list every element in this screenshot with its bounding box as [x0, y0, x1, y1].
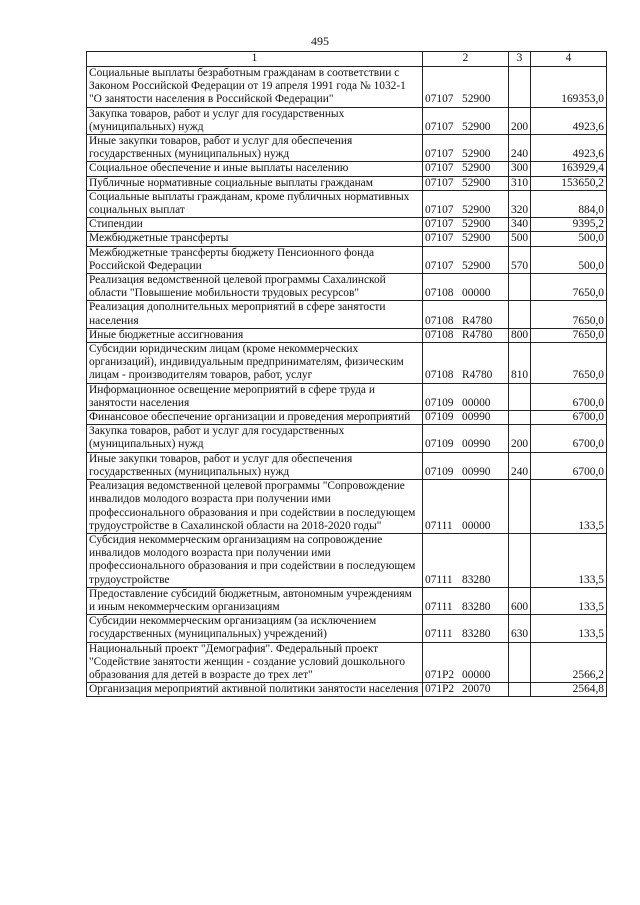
- code-program-part: 07108: [425, 287, 454, 300]
- expense-type-code: [509, 683, 531, 697]
- row-description: Закупка товаров, работ и услуг для государственных (муниципальных) нужд: [87, 107, 423, 134]
- expense-type-code: [509, 411, 531, 425]
- column-header-3: 3: [509, 52, 531, 67]
- code-direction-part: 52900: [462, 120, 491, 133]
- table-row: [87, 642, 607, 683]
- column-header-4: 4: [531, 52, 607, 67]
- code-program-part: 07107: [425, 162, 454, 175]
- row-description: Закупка товаров, работ и услуг для государственных (муниципальных) нужд: [87, 425, 423, 452]
- expense-type-code: 300: [509, 162, 531, 176]
- code-direction-part: 00990: [462, 411, 491, 424]
- amount: 500,0: [531, 232, 607, 246]
- code-program-part: 07108: [425, 369, 454, 382]
- code-program-part: 07108: [425, 314, 454, 327]
- row-description: Реализация дополнительных мероприятий в сфере занятости населения: [87, 301, 423, 328]
- table-row: [87, 425, 607, 452]
- table-row: [87, 383, 607, 410]
- target-article-code: [423, 67, 509, 108]
- expense-type-code: 200: [509, 425, 531, 452]
- target-article-code: [423, 162, 509, 176]
- target-article-code: [423, 176, 509, 190]
- table-row: [87, 232, 607, 246]
- code-direction-part: 00000: [462, 396, 491, 409]
- row-description: Публичные нормативные социальные выплаты гражданам: [87, 176, 423, 190]
- code-direction-part: 83280: [462, 628, 491, 641]
- amount: 4923,6: [531, 107, 607, 134]
- code-program-part: 07107: [425, 259, 454, 272]
- expense-type-code: 240: [509, 452, 531, 479]
- amount: 2564,8: [531, 683, 607, 697]
- expense-type-code: [509, 383, 531, 410]
- code-direction-part: 20070: [462, 683, 491, 696]
- amount: 6700,0: [531, 383, 607, 410]
- code-direction-part: R4780: [462, 314, 493, 327]
- code-program-part: 07107: [425, 148, 454, 161]
- table-row: [87, 67, 607, 108]
- target-article-code: [423, 587, 509, 614]
- target-article-code: [423, 425, 509, 452]
- row-description: Реализация ведомственной целевой программы Сахалинской области "Повышение мобильности трудовых ресурсов": [87, 274, 423, 301]
- target-article-code: [423, 246, 509, 273]
- code-direction-part: 52900: [462, 232, 491, 245]
- amount: 9395,2: [531, 218, 607, 232]
- target-article-code: [423, 328, 509, 342]
- code-direction-part: 00000: [462, 668, 491, 681]
- row-description: Реализация ведомственной целевой программы "Сопровождение инвалидов молодого возраста при получении ими профессионального образования и при содействии в последующем трудоустройстве в Сахалинской области на 2018-2020 годы": [87, 480, 423, 534]
- row-description: Стипендии: [87, 218, 423, 232]
- row-description: Организация мероприятий активной политики занятости населения: [87, 683, 423, 697]
- amount: 7650,0: [531, 328, 607, 342]
- expense-type-code: [509, 301, 531, 328]
- expense-type-code: [509, 274, 531, 301]
- target-article-code: [423, 135, 509, 162]
- code-direction-part: 00000: [462, 287, 491, 300]
- amount: 7650,0: [531, 274, 607, 301]
- expense-type-code: [509, 480, 531, 534]
- budget-table: [86, 51, 607, 697]
- code-program-part: 07111: [425, 519, 453, 532]
- row-description: Субсидии юридическим лицам (кроме некоммерческих организаций), индивидуальным предпринимателям, физическим лицам - производителям товаров, работ, услуг: [87, 343, 423, 384]
- row-description: Предоставление субсидий бюджетным, автономным учреждениям и иным некоммерческим организациям: [87, 587, 423, 614]
- target-article-code: [423, 274, 509, 301]
- expense-type-code: 340: [509, 218, 531, 232]
- expense-type-code: 570: [509, 246, 531, 273]
- target-article-code: [423, 480, 509, 534]
- table-row: [87, 480, 607, 534]
- code-program-part: 07107: [425, 204, 454, 217]
- amount: 169353,0: [531, 67, 607, 108]
- amount: 7650,0: [531, 343, 607, 384]
- amount: 7650,0: [531, 301, 607, 328]
- code-program-part: 07107: [425, 93, 454, 106]
- amount: 4923,6: [531, 135, 607, 162]
- row-description: Иные закупки товаров, работ и услуг для обеспечения государственных (муниципальных) нужд: [87, 135, 423, 162]
- code-direction-part: 52900: [462, 259, 491, 272]
- code-direction-part: 00990: [462, 465, 491, 478]
- amount: 884,0: [531, 190, 607, 217]
- column-header-2: 2: [423, 52, 509, 67]
- expense-type-code: 200: [509, 107, 531, 134]
- code-direction-part: 52900: [462, 218, 491, 231]
- code-program-part: 07107: [425, 176, 454, 189]
- row-description: Финансовое обеспечение организации и проведения мероприятий: [87, 411, 423, 425]
- target-article-code: [423, 232, 509, 246]
- code-program-part: 07109: [425, 438, 454, 451]
- target-article-code: [423, 383, 509, 410]
- expense-type-code: 810: [509, 343, 531, 384]
- table-row: [87, 246, 607, 273]
- amount: 133,5: [531, 587, 607, 614]
- amount: 153650,2: [531, 176, 607, 190]
- code-direction-part: R4780: [462, 328, 493, 341]
- row-description: Национальный проект "Демография". Федеральный проект "Содействие занятости женщин - создание условий дошкольного образования для детей в возрасте до трех лет": [87, 642, 423, 683]
- code-program-part: 071P2: [425, 668, 455, 681]
- table-row: [87, 190, 607, 217]
- code-direction-part: 83280: [462, 600, 491, 613]
- code-program-part: 07107: [425, 232, 454, 245]
- code-direction-part: 52900: [462, 176, 491, 189]
- code-program-part: 07109: [425, 465, 454, 478]
- table-row: [87, 274, 607, 301]
- page-number: 495: [311, 34, 329, 48]
- table-row: [87, 328, 607, 342]
- code-direction-part: 52900: [462, 162, 491, 175]
- target-article-code: [423, 452, 509, 479]
- table-row: [87, 587, 607, 614]
- expense-type-code: [509, 67, 531, 108]
- row-description: Субсидии некоммерческим организациям (за исключением государственных (муниципальных) учреждений): [87, 615, 423, 642]
- target-article-code: [423, 642, 509, 683]
- amount: 6700,0: [531, 452, 607, 479]
- code-direction-part: 83280: [462, 573, 491, 586]
- expense-type-code: [509, 533, 531, 587]
- code-program-part: 07107: [425, 218, 454, 231]
- code-direction-part: 00000: [462, 519, 491, 532]
- expense-type-code: [509, 642, 531, 683]
- target-article-code: [423, 190, 509, 217]
- expense-type-code: 320: [509, 190, 531, 217]
- amount: 133,5: [531, 480, 607, 534]
- row-description: Иные закупки товаров, работ и услуг для обеспечения государственных (муниципальных) нужд: [87, 452, 423, 479]
- row-description: Социальные выплаты гражданам, кроме публичных нормативных социальных выплат: [87, 190, 423, 217]
- column-number-header-row: [87, 52, 607, 67]
- table-row: [87, 162, 607, 176]
- table-row: [87, 683, 607, 697]
- row-description: Социальные выплаты безработным гражданам в соответствии с Законом Российской Федерации от 19 апреля 1991 года № 1032-1 "О занятости населения в Российской Федерации": [87, 67, 423, 108]
- row-description: Информационное освещение мероприятий в сфере труда и занятости населения: [87, 383, 423, 410]
- code-program-part: 071P2: [425, 683, 455, 696]
- code-program-part: 07107: [425, 120, 454, 133]
- code-direction-part: R4780: [462, 369, 493, 382]
- expense-type-code: 800: [509, 328, 531, 342]
- table-row: [87, 218, 607, 232]
- expense-type-code: 600: [509, 587, 531, 614]
- table-row: [87, 135, 607, 162]
- code-program-part: 07111: [425, 600, 453, 613]
- target-article-code: [423, 301, 509, 328]
- code-program-part: 07111: [425, 628, 453, 641]
- amount: 2566,2: [531, 642, 607, 683]
- row-description: Межбюджетные трансферты бюджету Пенсионного фонда Российской Федерации: [87, 246, 423, 273]
- amount: 133,5: [531, 533, 607, 587]
- expense-type-code: 240: [509, 135, 531, 162]
- table-row: [87, 301, 607, 328]
- code-direction-part: 52900: [462, 93, 491, 106]
- row-description: Субсидия некоммерческим организациям на сопровождение инвалидов молодого возраста при получении ими профессионального образования и при содействии в последующем трудоустройстве: [87, 533, 423, 587]
- target-article-code: [423, 218, 509, 232]
- table-row: [87, 343, 607, 384]
- table-row: [87, 107, 607, 134]
- table-row: [87, 411, 607, 425]
- amount: 6700,0: [531, 411, 607, 425]
- row-description: Межбюджетные трансферты: [87, 232, 423, 246]
- code-program-part: 07108: [425, 328, 454, 341]
- table-row: [87, 452, 607, 479]
- amount: 163929,4: [531, 162, 607, 176]
- code-program-part: 07109: [425, 396, 454, 409]
- column-header-1: 1: [87, 52, 423, 67]
- target-article-code: [423, 107, 509, 134]
- row-description: Социальное обеспечение и иные выплаты населению: [87, 162, 423, 176]
- code-direction-part: 00990: [462, 438, 491, 451]
- table-body: [87, 52, 607, 697]
- code-direction-part: 52900: [462, 148, 491, 161]
- code-program-part: 07111: [425, 573, 453, 586]
- target-article-code: [423, 411, 509, 425]
- amount: 133,5: [531, 615, 607, 642]
- amount: 500,0: [531, 246, 607, 273]
- expense-type-code: 500: [509, 232, 531, 246]
- target-article-code: [423, 533, 509, 587]
- row-description: Иные бюджетные ассигнования: [87, 328, 423, 342]
- table-row: [87, 615, 607, 642]
- target-article-code: [423, 615, 509, 642]
- expense-type-code: 630: [509, 615, 531, 642]
- target-article-code: [423, 683, 509, 697]
- expense-type-code: 310: [509, 176, 531, 190]
- code-program-part: 07109: [425, 411, 454, 424]
- amount: 6700,0: [531, 425, 607, 452]
- target-article-code: [423, 343, 509, 384]
- table-row: [87, 176, 607, 190]
- table-row: [87, 533, 607, 587]
- code-direction-part: 52900: [462, 204, 491, 217]
